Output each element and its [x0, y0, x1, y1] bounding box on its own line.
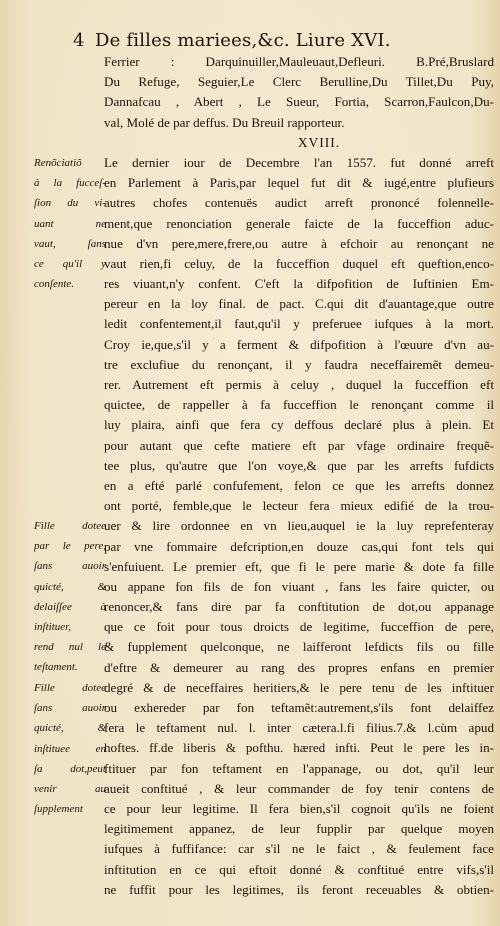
section-heading: XVIII. [297, 134, 341, 150]
margin-line: Renõciatiõ [34, 157, 82, 169]
margin-line: delaiſſee à [34, 600, 106, 613]
text-line: pereur en la loy final. de pact. C.qui dit d'auantage,que outre [104, 296, 494, 312]
text-line: res viuant,n'y confent. C'eft la difpofition de Iuftinien Em- [104, 276, 494, 292]
text-line: nue d'vn pere,mere,frere,ou autre à efchoir au renonçant ne [104, 235, 494, 251]
text-line: par vne fommaire defcription,en douze cas,qui font tels qui [104, 538, 494, 554]
margin-line: ſion du vi- [34, 197, 106, 210]
section-body [104, 153, 494, 900]
margin-line: ſans auoir [34, 702, 106, 715]
margin-line: ce qu'il y [34, 257, 106, 270]
margin-line: conſente. [34, 278, 75, 291]
margin-line: venir au [34, 782, 106, 795]
text-line: ce pour leur legitime. Il fera bien,s'il cognoit qu'ils ne foient [104, 800, 494, 816]
text-line: ledit confentement,il faut,qu'il y preferuee iufques à la mort. [104, 316, 494, 332]
text-line: iufques à fuffifance: car s'il ne le faict , & feulement face [104, 841, 494, 857]
text-line: Croy ie,que,s'il y a ferment & difpofition à l'œuure d'vn au- [104, 336, 494, 352]
text-line: aueit conftitué , & leur commander de foy tenir contens de [104, 780, 494, 796]
text-line: ou appane fon fils de fon viuant , fans les faire quicter, ou [104, 578, 494, 594]
margin-line: ſans auoir [34, 560, 106, 573]
margin-line: teſtament. [34, 661, 78, 674]
text-line: pour autant que cefte matiere eft par vfage ordinaire frequẽ- [104, 437, 494, 453]
text-line: uer & lire ordonnee en vn lieu,auquel ie la luy reprefenteray [104, 518, 494, 534]
text-line: ont porté, femble,que le lecteur fera mieux edifié de la trou- [104, 498, 494, 514]
margin-line: inſtituee en [34, 742, 106, 755]
text-line: fera le teftament nul. l. inter cætera.l.fi filius.7.& l.cùm apud [104, 720, 494, 736]
running-head: De filles mariees,&c. Liure XVI. [95, 30, 391, 51]
text-line: legitimement appanez, de leur fupplir par quelque moyen [104, 821, 494, 837]
text-line: Dannafcau , Abert , Le Sueur, Fortia, Scarron,Faulcon,Du- [104, 94, 494, 110]
text-line: en Parlement à Paris,par lequel fut dit & iugé,entre plufieurs [104, 175, 494, 191]
folio-number: 4 [73, 30, 85, 51]
text-line: luy plaira, ainfi que fera cy deffous declaré plus à plein. Et [104, 417, 494, 433]
text-line: & fupplement quelconque, ne laifferont lefdicts fils ou fille [104, 639, 494, 655]
margin-line: inſtituer, [34, 620, 71, 633]
margin-line: vaut, ſans [34, 237, 106, 250]
text-line: ment,que renonciation generale faicte de la fucceffion aduc- [104, 215, 494, 231]
margin-note-fille-dotee-2 [34, 678, 106, 819]
text-line: renoncer,& fans dire par fa conftitution de dot,ou appanage [104, 599, 494, 615]
margin-line: à la fucceſ- [34, 177, 106, 190]
text-line: tre exclufiue du renonçant, il y faudra neceffairemẽt demeu- [104, 356, 494, 372]
margin-line: ſa dot,peut [34, 762, 106, 775]
margin-line: Fille dotee [34, 682, 106, 694]
text-line: degré & de neceffaires heritiers,& le pere tenu de les inftituer [104, 679, 494, 695]
margin-line: uant ne [34, 217, 106, 230]
margin-line: par le pere, [34, 540, 106, 553]
text-line: d'eftre & demeurer au rang des propres enfans en premier [104, 659, 494, 675]
margin-note-renonciation [34, 153, 106, 294]
text-line: vaut rien,fi celuy, de la fucceffion duquel eft queftion,enco- [104, 255, 494, 271]
text-line: hoftes. ff.de liberis & pofthu. hæred infti. Peut le pere les in- [104, 740, 494, 756]
text-line: ou exhereder par fon teftamẽt:autrement,s'ils font delaiffez [104, 700, 494, 715]
text-line: Ferrier : Darquinuiller,Mauleuaut,Defleuri. B.Pré,Bruslard [104, 54, 494, 69]
text-line: quictee, de rappeller à fa fucceffion le renonçant comme il [104, 397, 494, 413]
text-line: en a efté parlé confufement, felon ce que les arrefts donnez [104, 477, 494, 493]
text-line: Le dernier iour de Decembre l'an 1557. fut donné arreft [104, 154, 494, 170]
text-line: val, Molé de par deffus. Du Breuil rapporteur. [104, 114, 345, 130]
margin-note-fille-dotee-1 [34, 516, 106, 678]
text-line: rer. Autrement eft permis à celuy , duquel la fucceffion eft [104, 377, 494, 392]
text-line: Du Refuge, Seguier,Le Clerc Berulline,Du Tillet,Du Puy, [104, 74, 494, 90]
text-line: ftituer par fon teftament en l'appanage, ou dot, qu'il leur [104, 760, 494, 776]
text-line: inftitution en ce qui eftoit donné & conftitué entre vifs,s'il [104, 861, 494, 877]
opening-paragraph [104, 52, 494, 133]
page-header [0, 30, 500, 52]
margin-line: quicté, & [34, 722, 106, 735]
text-line: que ce foit pour tous droicts de legitime, fucceffion de pere, [104, 619, 494, 635]
main-text [104, 52, 494, 900]
text-line: ne fuffit pour les legitimes, ils feront receuables & obtien- [104, 881, 494, 897]
text-line: tee plus, qu'autre que l'on voye,& que par les arrefts fufdicts [104, 457, 494, 473]
margin-line: quicté, & [34, 580, 106, 593]
text-line: s'enfuiuent. Le premier eft, que fi le pere marie & dote fa fille [104, 558, 494, 574]
margin-line: rend nul le [34, 641, 106, 654]
margin-line: Fille dotee [34, 520, 106, 532]
margin-line: ſupplement [34, 803, 83, 816]
text-line: autres chofes contenuës audict arreft prononcé folennelle- [104, 195, 494, 211]
